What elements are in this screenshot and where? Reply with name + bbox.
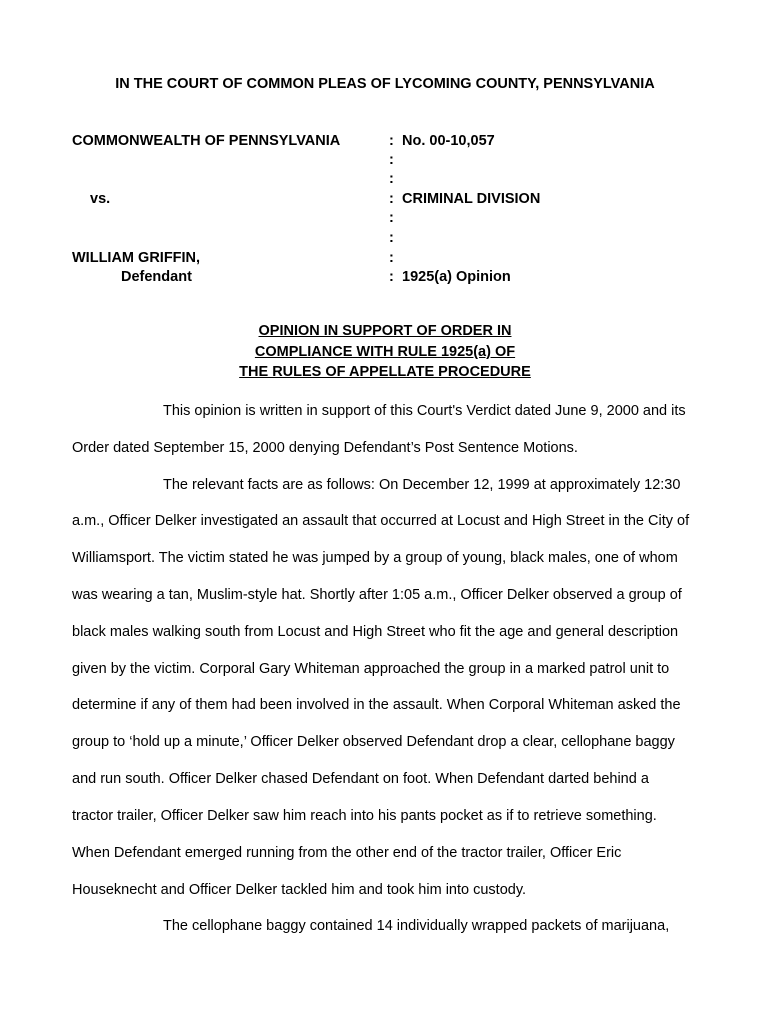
body-line: tractor trailer, Officer Delker saw him reach into his pants pocket as if to retrieve something. — [72, 808, 657, 824]
body-line: When Defendant emerged running from the other end of the tractor trailer, Officer Eric — [72, 845, 622, 861]
body-line: Williamsport. The victim stated he was jumped by a group of young, black males, one of whom — [72, 550, 678, 566]
title-line: THE RULES OF APPELLATE PROCEDURE — [239, 364, 531, 380]
caption-separator: : — [389, 250, 394, 266]
body-line: Houseknecht and Officer Delker tackled him and took him into custody. — [72, 882, 527, 898]
case-number: No. 00-10,057 — [402, 133, 495, 149]
body-line: a.m., Officer Delker investigated an assault that occurred at Locust and High Street in the City of — [72, 513, 690, 529]
body-line: Order dated September 15, 2000 denying Defendant’s Post Sentence Motions. — [72, 440, 578, 456]
court-header: IN THE COURT OF COMMON PLEAS OF LYCOMING COUNTY, PENNSYLVANIA — [115, 76, 655, 92]
defendant-name: WILLIAM GRIFFIN, — [72, 250, 201, 266]
caption-separator: : — [389, 171, 394, 187]
body-line: group to ‘hold up a minute,’ Officer Delker observed Defendant drop a clear, cellophane baggy — [72, 734, 675, 750]
caption-separator: : — [389, 269, 394, 285]
body-line: determine if any of them had been involved in the assault. When Corporal Whiteman asked the — [72, 697, 681, 713]
body-line: given by the victim. Corporal Gary Whiteman approached the group in a marked patrol unit to — [72, 661, 670, 677]
title-line: OPINION IN SUPPORT OF ORDER IN — [258, 323, 512, 339]
caption-separator: : — [389, 230, 394, 246]
division-label: CRIMINAL DIVISION — [402, 191, 541, 207]
body-line: and run south. Officer Delker chased Defendant on foot. When Defendant darted behind a — [72, 771, 649, 787]
caption-separator: : — [389, 210, 394, 226]
body-line: The cellophane baggy contained 14 individually wrapped packets of marijuana, — [163, 918, 670, 934]
document-type: 1925(a) Opinion — [402, 269, 511, 285]
caption-separator: : — [389, 152, 394, 168]
body-line: black males walking south from Locust and High Street who fit the age and general description — [72, 624, 679, 640]
defendant-role: Defendant — [121, 269, 192, 285]
body-line: The relevant facts are as follows: On December 12, 1999 at approximately 12:30 — [163, 477, 681, 493]
caption-separator: : — [389, 133, 394, 149]
versus-label: vs. — [90, 191, 111, 207]
plaintiff-name: COMMONWEALTH OF PENNSYLVANIA — [72, 133, 341, 149]
body-line: This opinion is written in support of this Court's Verdict dated June 9, 2000 and its — [163, 403, 686, 419]
title-line: COMPLIANCE WITH RULE 1925(a) OF — [254, 344, 516, 360]
body-line: was wearing a tan, Muslim-style hat. Shortly after 1:05 a.m., Officer Delker observed a group of — [72, 587, 682, 603]
caption-separator: : — [389, 191, 394, 207]
